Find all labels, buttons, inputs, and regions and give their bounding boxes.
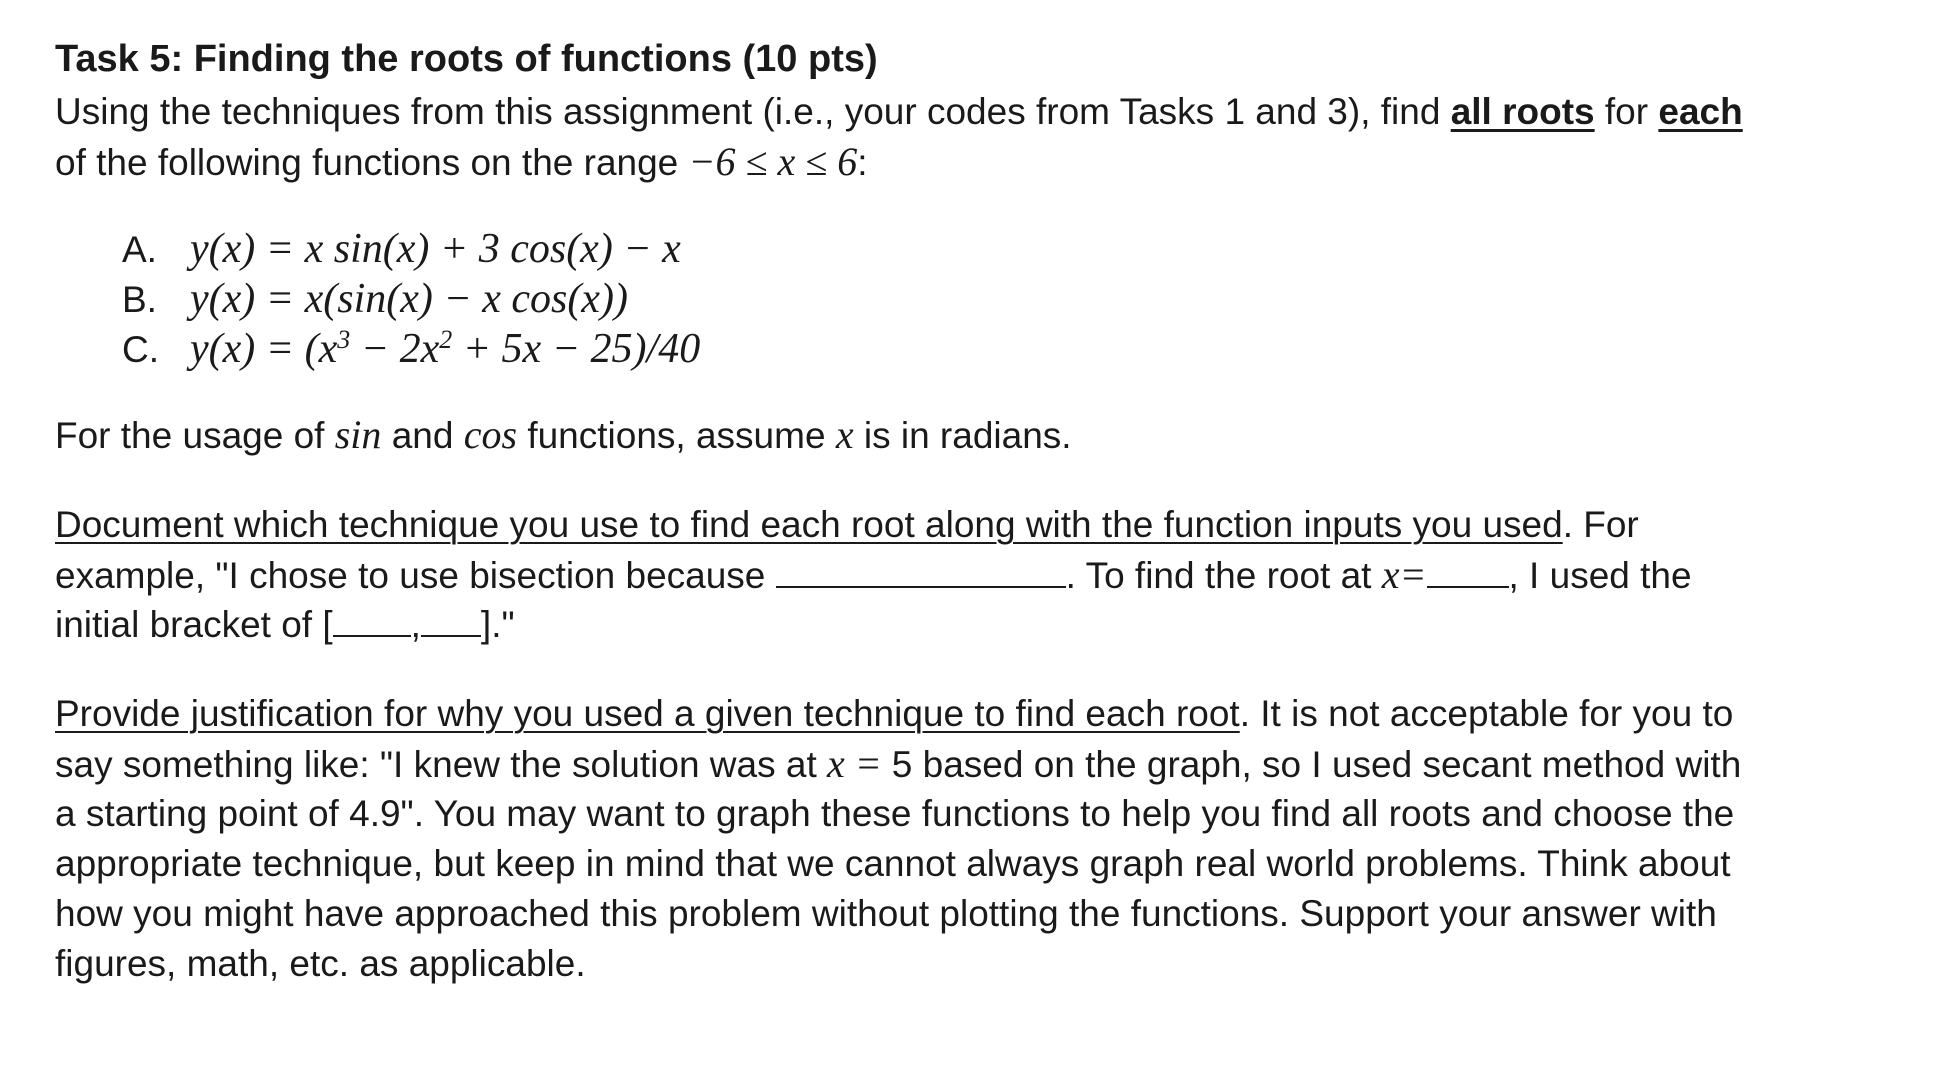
function-a [122,224,681,275]
function-c-expr: $y(x) = (x^3 - 2x^2 + 5x - 25)/40$ [190,325,701,372]
function-b [122,274,628,325]
intro-line-1 [55,87,1743,137]
x-math: x [835,412,854,457]
task-title: Task 5: Finding the roots of functions (10 pts) [55,38,878,80]
radians-note: For the usage of sin and cos functions, assume x is in radians. [55,412,1072,457]
function-a-expr: y(x) = x sin(x) + 3 cos(x) − x [190,226,681,272]
all-roots-emphasis: all roots [1450,91,1595,132]
justification-line-6: figures, math, etc. as applicable. [55,943,586,984]
justification-line-2: say something like: "I knew the solution was at x = 5 based on the graph, so I used secant method with [55,741,1742,786]
sin-math: sin [334,412,382,457]
document-line-3: initial bracket of [ , ]." [55,604,515,645]
function-b-letter: B. [122,279,157,320]
root-blank [1427,554,1509,588]
for-text: for [1594,91,1659,132]
bracket-low-blank [333,603,411,637]
justification-line-1: Provide justification for why you used a given technique to find each root. It is not acceptable for you to [55,693,1734,734]
function-c [122,324,700,375]
document-instruction: Document which technique you use to find each root along with the function inputs you used [55,504,1563,545]
justification-line-4: appropriate technique, but keep in mind that we cannot always graph real world problems. Think about [55,843,1731,884]
cos-math: cos [463,412,518,457]
each-emphasis: each [1658,91,1743,132]
intro-text: Using the techniques from this assignment (i.e., your codes from Tasks 1 and 3), find [55,91,1451,132]
x-equals-math: x= [1381,552,1427,597]
bracket-high-blank [421,603,481,637]
justification-line-5: how you might have approached this problem without plotting the functions. Support your answer with [55,893,1717,934]
document-line-2: example, "I chose to use bisection because . To find the root at x= , I used the [55,552,1692,597]
function-c-letter: C. [122,329,159,370]
function-b-expr: y(x) = x(sin(x) − x cos(x)) [190,276,628,322]
function-a-letter: A. [122,229,157,270]
justification-line-3: a starting point of 4.9". You may want to graph these functions to help you find all roots and choose the [55,793,1735,834]
intro-text-2: of the following functions on the range [55,142,689,183]
range-colon: : [857,142,868,183]
range-math: −6 ≤ x ≤ 6 [688,139,858,184]
document-line-1: Document which technique you use to find each root along with the function inputs you used. For [55,504,1639,545]
intro-line-2 [55,137,867,188]
reason-blank [776,554,1066,588]
x-equals-5-math: x = [827,741,892,786]
justification-instruction: Provide justification for why you used a given technique to find each root [55,693,1240,734]
